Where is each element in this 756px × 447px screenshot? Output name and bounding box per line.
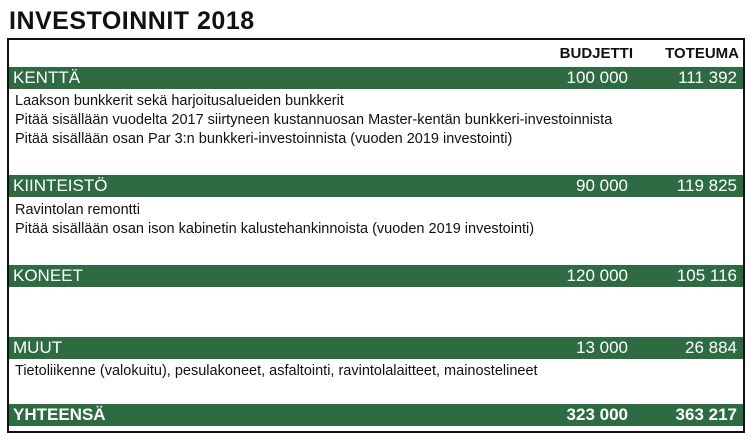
section-name: KIINTEISTÖ bbox=[13, 176, 108, 195]
description-line: Pitää sisällään osan Par 3:n bunkkeri-investoinnista (vuoden 2019 investointi) bbox=[15, 131, 513, 147]
total-name: YHTEENSÄ bbox=[13, 405, 106, 424]
section-actual: 26 884 bbox=[685, 338, 737, 357]
description-line: Laakson bunkkerit sekä harjoitusalueiden bunkkerit bbox=[15, 93, 344, 109]
investment-table bbox=[7, 38, 745, 433]
section-budget: 90 000 bbox=[576, 176, 628, 195]
section-budget: 13 000 bbox=[576, 338, 628, 357]
section-description-kentta bbox=[15, 92, 612, 149]
header-budget: BUDJETTI bbox=[559, 45, 633, 62]
total-band bbox=[9, 404, 743, 426]
header-actual: TOTEUMA bbox=[665, 45, 739, 62]
section-band-muut bbox=[9, 337, 743, 359]
section-budget: 120 000 bbox=[566, 266, 628, 285]
section-description-muut bbox=[15, 362, 538, 381]
section-actual: 105 116 bbox=[676, 266, 737, 285]
section-band-kiinteisto bbox=[9, 175, 743, 197]
description-line: Pitää sisällään osan ison kabinetin kalustehankinnoista (vuoden 2019 investointi) bbox=[15, 221, 535, 237]
section-name: KENTTÄ bbox=[13, 68, 81, 87]
section-actual: 111 392 bbox=[678, 68, 737, 87]
section-band-koneet bbox=[9, 265, 743, 287]
page-title: INVESTOINNIT 2018 bbox=[9, 7, 255, 35]
section-description-kiinteisto bbox=[15, 201, 534, 239]
section-budget: 100 000 bbox=[566, 68, 628, 87]
section-name: KONEET bbox=[13, 266, 83, 285]
description-line: Tietoliikenne (valokuitu), pesulakoneet, asfaltointi, ravintolalaitteet, mainostelineet bbox=[15, 363, 538, 379]
section-band-kentta bbox=[9, 67, 743, 89]
description-line: Pitää sisällään vuodelta 2017 siirtyneen kustannuosan Master-kentän bunkkeri-investoinnista bbox=[15, 112, 613, 128]
section-name: MUUT bbox=[13, 338, 63, 357]
total-budget: 323 000 bbox=[566, 405, 628, 424]
total-actual: 363 217 bbox=[675, 405, 737, 424]
description-line: Ravintolan remontti bbox=[15, 202, 140, 218]
section-actual: 119 825 bbox=[676, 176, 737, 195]
